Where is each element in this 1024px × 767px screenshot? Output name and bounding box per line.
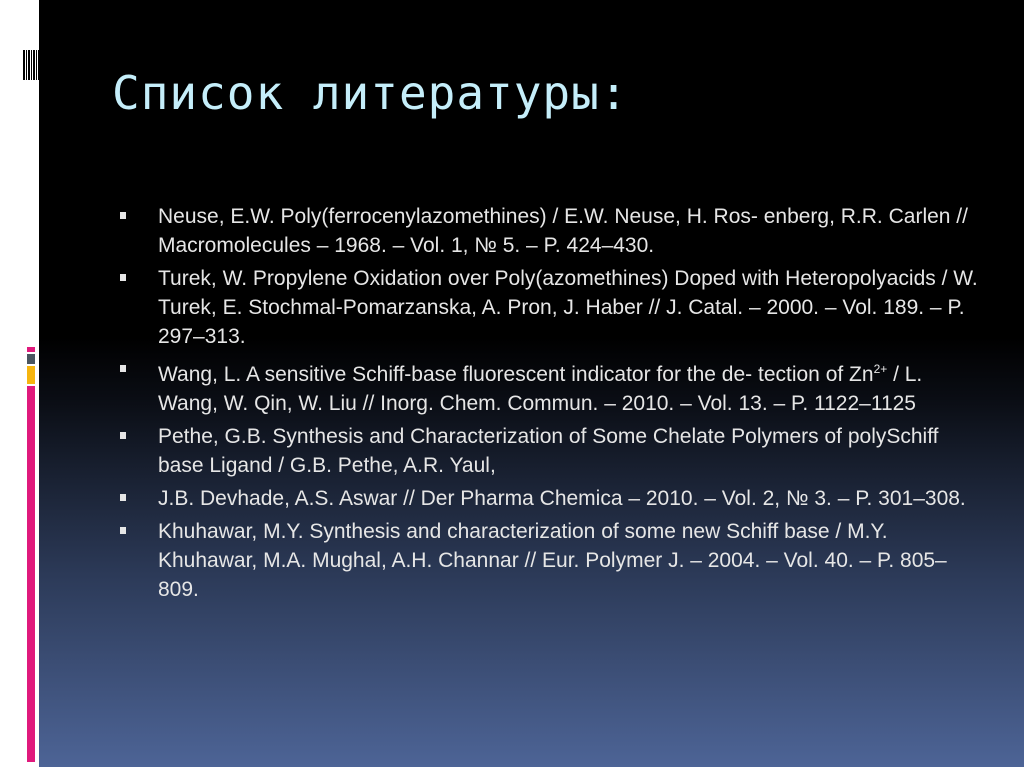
bullet-icon	[120, 432, 126, 439]
accent-bar-yellow	[27, 366, 35, 384]
bullet-icon	[120, 527, 126, 534]
accent-bar-gray	[27, 354, 35, 364]
barcode-decoration	[23, 50, 39, 80]
reference-list	[120, 202, 980, 608]
superscript: 2+	[873, 362, 888, 376]
reference-text: Pethe, G.B. Synthesis and Characterization of Some Chelate Polymers of polySchiff base Ligand / G.B. Pethe, A.R. Yaul,	[158, 425, 939, 477]
accent-bar-pink	[27, 386, 35, 762]
bullet-icon	[120, 274, 126, 281]
reference-item	[120, 355, 980, 418]
reference-item	[120, 422, 980, 480]
reference-text: Wang, L. A sensitive Schiff-base fluorescent indicator for the de- tection of Zn	[158, 363, 874, 386]
reference-item	[120, 202, 980, 260]
slide-title: Список литературы:	[112, 66, 629, 120]
accent-bar-pink-small	[27, 347, 35, 352]
bullet-icon	[120, 212, 126, 219]
reference-item	[120, 484, 980, 513]
reference-text: / L. Wang, W. Qin, W. Liu // Inorg. Chem. Commun. – 2010. – Vol. 13. – P. 1122–1125	[158, 363, 923, 415]
reference-text: Neuse, E.W. Poly(ferrocenylazomethines) / E.W. Neuse, H. Ros- enberg, R.R. Carlen // Macromolecules – 1968. – Vol. 1, № 5. – P. 424–430.	[158, 205, 968, 257]
bullet-icon	[120, 494, 126, 501]
reference-item	[120, 264, 980, 351]
reference-text: Turek, W. Propylene Oxidation over Poly(azomethines) Doped with Heteropolyacids / W. Turek, E. Stochmal-Pomarzanska, A. Pron, J. Haber // J. Catal. – 2000. – Vol. 189. – P. 297–313.	[158, 267, 978, 348]
reference-text: J.B. Devhade, A.S. Aswar // Der Pharma Chemica – 2010. – Vol. 2, № 3. – P. 301–308.	[158, 487, 966, 510]
reference-text: Khuhawar, M.Y. Synthesis and characterization of some new Schiff base / M.Y. Khuhawar, M.A. Mughal, A.H. Channar // Eur. Polymer J. – 2004. – Vol. 40. – P. 805–809.	[158, 520, 947, 601]
reference-item	[120, 517, 980, 604]
bullet-icon	[120, 365, 126, 372]
